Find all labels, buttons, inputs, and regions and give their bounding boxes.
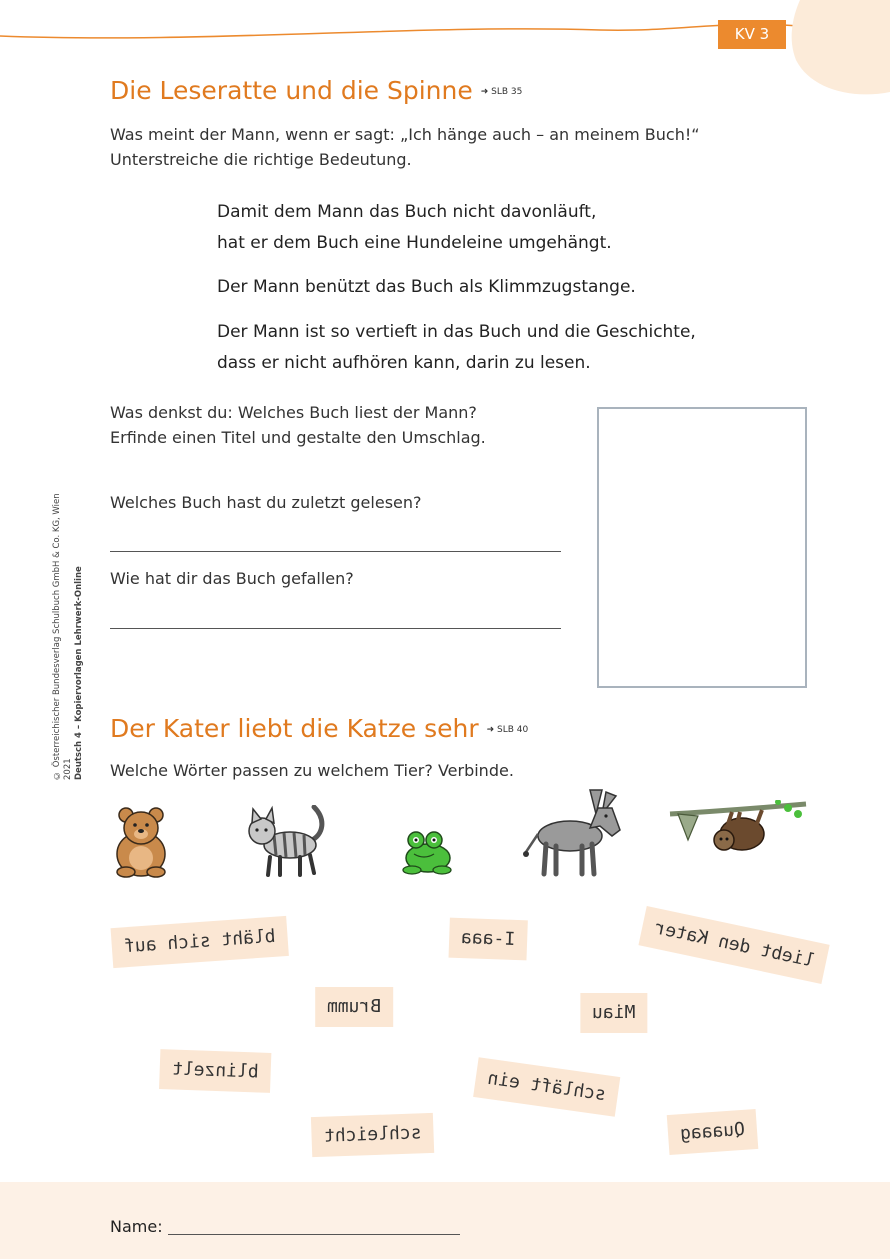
book-cover-drawing-area[interactable]	[597, 407, 807, 688]
word-tag-text: Miau	[592, 1002, 636, 1023]
word-tag[interactable]	[111, 916, 289, 968]
option-3[interactable]	[217, 317, 696, 379]
donkey-icon	[520, 786, 622, 880]
series-line: Deutsch 4 – Kopiervorlagen Lehrwerk-Online	[74, 566, 84, 780]
question-last-book: Welches Buch hast du zuletzt gelesen?	[110, 493, 422, 512]
worksheet-badge: KV 3	[718, 20, 786, 49]
copyright-line: © Österreichischer Bundesverlag Schulbuch GmbH & Co. KG, Wien 2021	[52, 493, 73, 780]
question-liked: Wie hat dir das Buch gefallen?	[110, 569, 354, 588]
option-line: Damit dem Mann das Buch nicht davonläuft,	[217, 202, 597, 222]
section1-title-text: Die Leseratte und die Spinne	[110, 76, 473, 105]
word-tag-text: liebt den Kater	[652, 917, 817, 972]
frog-icon	[400, 828, 454, 876]
option-line: dass er nicht aufhören kann, darin zu lesen.	[217, 353, 591, 373]
word-tag-text: bläht sich auf	[123, 925, 277, 958]
word-tag[interactable]	[639, 906, 830, 984]
word-tag[interactable]	[448, 918, 528, 961]
section1-ref: ➜ SLB 35	[480, 87, 523, 97]
word-tag[interactable]	[311, 1113, 434, 1157]
bear-icon	[112, 806, 170, 878]
cat-icon	[244, 805, 328, 879]
word-tag[interactable]	[159, 1049, 271, 1093]
section2-title-text: Der Kater liebt die Katze sehr	[110, 714, 479, 743]
word-tag[interactable]	[667, 1109, 759, 1155]
corner-blob	[792, 0, 890, 94]
name-field[interactable]	[168, 1234, 460, 1235]
word-tag[interactable]	[473, 1057, 620, 1117]
option-1[interactable]	[217, 197, 612, 259]
word-tag[interactable]	[315, 987, 393, 1027]
word-tag-text: I-aaa	[460, 927, 516, 950]
copyright-note	[52, 480, 84, 780]
question-line: Unterstreiche die richtige Bedeutung.	[110, 150, 412, 169]
option-2[interactable]	[217, 272, 636, 303]
word-tag-text: schleicht	[323, 1122, 422, 1147]
sloth-icon	[668, 800, 808, 862]
option-line: hat er dem Buch eine Hundeleine umgehängt.	[217, 233, 612, 253]
task2-text	[110, 400, 486, 450]
answer-line-liked[interactable]	[110, 628, 561, 629]
section1-question	[110, 122, 700, 172]
section2-title	[110, 714, 528, 743]
word-tag-text: schläft ein	[486, 1067, 608, 1106]
word-tag-text: Quaaag	[679, 1118, 746, 1145]
word-tag[interactable]	[580, 993, 647, 1033]
section2-ref: ➜ SLB 40	[486, 725, 529, 735]
question-line: Was meint der Mann, wenn er sagt: „Ich hänge auch – an meinem Buch!“	[110, 125, 700, 144]
task-line: Erfinde einen Titel und gestalte den Umschlag.	[110, 428, 486, 447]
name-label: Name:	[110, 1217, 163, 1236]
answer-line-last-book[interactable]	[110, 551, 561, 552]
option-line: Der Mann benützt das Buch als Klimmzugstange.	[217, 277, 636, 297]
word-tag-text: blinzelt	[171, 1058, 260, 1083]
task-line: Was denkst du: Welches Buch liest der Mann?	[110, 403, 477, 422]
section1-title	[110, 76, 522, 105]
word-tag-text: Brumm	[327, 996, 382, 1017]
option-line: Der Mann ist so vertieft in das Buch und die Geschichte,	[217, 322, 696, 342]
section2-instruction: Welche Wörter passen zu welchem Tier? Verbinde.	[110, 761, 514, 780]
